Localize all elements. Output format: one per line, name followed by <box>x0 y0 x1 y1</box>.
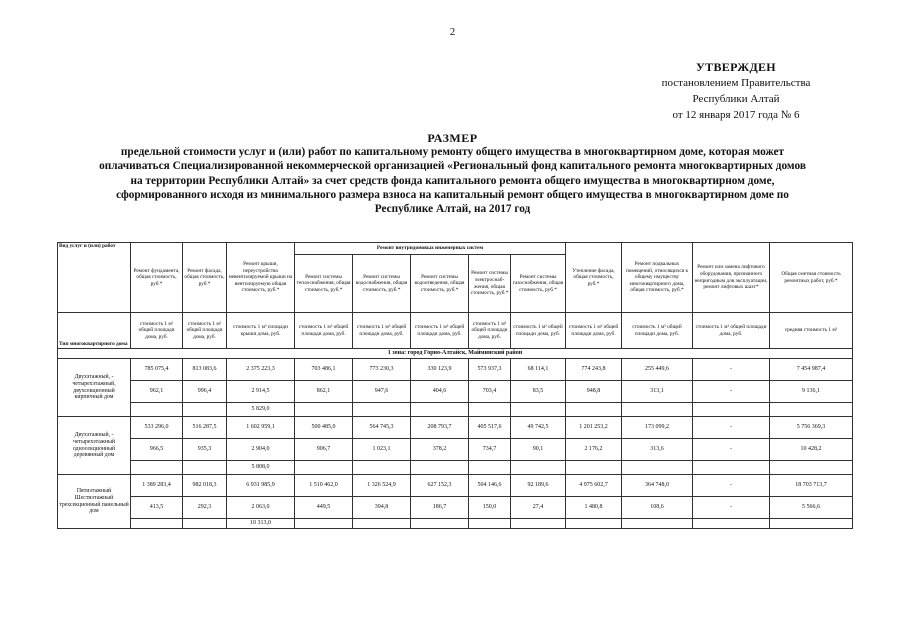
unit-header: стоимость 1 м² общей площади дома, руб. <box>183 313 227 349</box>
house-type-cell: Двухэтажный, - четырехэтажный односекционный деревянный дом <box>58 417 131 475</box>
total-cost-cell: 813 083,6 <box>183 359 227 381</box>
empty-cell <box>353 403 411 417</box>
table-row <box>58 497 853 519</box>
roof-cost-cell: 5 808,0 <box>227 461 295 475</box>
header-col: Ремонт системы газоснабжения, общая стоимость, руб.* <box>511 255 566 313</box>
total-cost-cell: 18 703 713,7 <box>770 475 853 497</box>
empty-cell <box>770 461 853 475</box>
table-row <box>58 461 853 475</box>
table-row <box>58 403 853 417</box>
empty-cell <box>131 519 183 529</box>
unit-cost-cell: 404,6 <box>411 381 469 403</box>
title-main: РАЗМЕР <box>427 131 478 145</box>
empty-cell <box>469 403 511 417</box>
unit-cost-cell: 150,0 <box>469 497 511 519</box>
title-line: на территории Республики Алтай» за счет средств фонда капитального ремонта общего имущества в многоквартирном доме, <box>130 174 775 187</box>
unit-cost-cell: 378,2 <box>411 439 469 461</box>
unit-cost-cell: 83,5 <box>511 381 566 403</box>
unit-cost-cell: 9 136,1 <box>770 381 853 403</box>
total-cost-cell: 405 517,6 <box>469 417 511 439</box>
total-cost-cell: 564 745,3 <box>353 417 411 439</box>
unit-header: стоимость 1 м² площади крыши дома, руб. <box>227 313 295 349</box>
unit-cost-cell: 1 023,1 <box>353 439 411 461</box>
unit-cost-cell: 935,3 <box>183 439 227 461</box>
unit-cost-cell: 10 428,2 <box>770 439 853 461</box>
total-cost-cell: 255 449,6 <box>622 359 693 381</box>
unit-cost-cell: 186,7 <box>411 497 469 519</box>
total-cost-cell: 627 152,3 <box>411 475 469 497</box>
empty-cell <box>295 461 353 475</box>
approval-line: Республики Алтай <box>692 93 780 105</box>
total-cost-cell: 500 485,0 <box>295 417 353 439</box>
total-cost-cell: 1 326 524,9 <box>353 475 411 497</box>
table-row <box>58 417 853 439</box>
empty-cell <box>411 403 469 417</box>
empty-cell <box>183 461 227 475</box>
total-cost-cell: - <box>693 475 770 497</box>
total-cost-cell: 785 075,4 <box>131 359 183 381</box>
unit-cost-cell: 862,1 <box>295 381 353 403</box>
empty-cell <box>353 461 411 475</box>
empty-cell <box>622 461 693 475</box>
unit-cost-cell: 1 480,8 <box>566 497 622 519</box>
table-row <box>58 359 853 381</box>
empty-cell <box>770 519 853 529</box>
empty-cell <box>469 461 511 475</box>
unit-cost-cell: 966,5 <box>131 439 183 461</box>
header-col: Ремонт крыши, переустройство невентилируемой крыши на вентилируемую общая стоимость, руб.* <box>227 243 295 313</box>
title-line: Республике Алтай, на 2017 год <box>374 203 531 216</box>
unit-cost-cell: - <box>693 439 770 461</box>
empty-cell <box>622 519 693 529</box>
header-col: Ремонт системы водоснабжения, общая стоимость, руб.* <box>353 255 411 313</box>
empty-cell <box>770 403 853 417</box>
unit-header: стоимость 1 м² общей площади дома, руб. <box>622 313 693 349</box>
unit-cost-cell: 108,6 <box>622 497 693 519</box>
approval-heading: УТВЕРЖДЕН <box>696 60 776 74</box>
header-house-type: Тип многоквартирного дома <box>58 313 131 349</box>
roof-cost-cell: 10 313,0 <box>227 519 295 529</box>
total-cost-cell: 504 146,6 <box>469 475 511 497</box>
empty-cell <box>511 461 566 475</box>
total-cost-cell: 773 230,3 <box>353 359 411 381</box>
unit-cost-cell: 449,5 <box>295 497 353 519</box>
header-col: Ремонт фасада, общая стоимость, руб.* <box>183 243 227 313</box>
unit-cost-cell: 734,7 <box>469 439 511 461</box>
unit-cost-cell: - <box>693 381 770 403</box>
unit-cost-cell: 413,5 <box>131 497 183 519</box>
document-title <box>60 131 845 216</box>
total-cost-cell: 982 018,3 <box>183 475 227 497</box>
empty-cell <box>353 519 411 529</box>
empty-cell <box>183 519 227 529</box>
total-cost-cell: 1 602 959,1 <box>227 417 295 439</box>
title-line: сформированного исходя из минимального размера взноса на капитальный ремонт общего имущества в многоквартирном доме по <box>116 188 789 201</box>
unit-cost-cell: 2 904,0 <box>227 439 295 461</box>
unit-cost-cell: 2 914,5 <box>227 381 295 403</box>
total-cost-cell: 1 510 462,0 <box>295 475 353 497</box>
empty-cell <box>566 519 622 529</box>
title-line: предельной стоимости услуг и (или) работ по капитальному ремонту общего имущества в многоквартирном доме, которая может <box>120 146 785 159</box>
empty-cell <box>511 403 566 417</box>
empty-cell <box>295 519 353 529</box>
unit-cost-cell: 313,6 <box>622 439 693 461</box>
empty-cell <box>131 461 183 475</box>
total-cost-cell: 774 243,8 <box>566 359 622 381</box>
total-cost-cell: 6 931 985,9 <box>227 475 295 497</box>
header-col: Ремонт системы водоотведения, общая стоимость, руб.* <box>411 255 469 313</box>
unit-cost-cell: 313,1 <box>622 381 693 403</box>
empty-cell <box>566 403 622 417</box>
header-service: Вид услуг и (или) работ <box>58 243 131 313</box>
unit-header: стоимость 1 м² общей площади дома, руб. <box>353 313 411 349</box>
unit-cost-cell: 947,6 <box>353 381 411 403</box>
unit-header: стоимость 1 м² общей площади дома, руб. <box>469 313 511 349</box>
unit-header: стоимость 1 м² общей площади дома, руб. <box>131 313 183 349</box>
total-cost-cell: 330 123,9 <box>411 359 469 381</box>
unit-header: стоимость 1 м² общей площади дома, руб. <box>411 313 469 349</box>
total-cost-cell: 533 296,0 <box>131 417 183 439</box>
page-number: 2 <box>449 26 456 38</box>
empty-cell <box>295 403 353 417</box>
cost-table <box>57 242 853 529</box>
approval-block <box>610 59 862 123</box>
empty-cell <box>131 403 183 417</box>
total-cost-cell: 173 099,2 <box>622 417 693 439</box>
unit-cost-cell: 962,1 <box>131 381 183 403</box>
unit-cost-cell: 2 063,0 <box>227 497 295 519</box>
roof-cost-cell: 5 829,0 <box>227 403 295 417</box>
total-cost-cell: 1 389 283,4 <box>131 475 183 497</box>
total-cost-cell: 573 937,3 <box>469 359 511 381</box>
header-col: Общая сметная стоимость ремонтных работ, руб.* <box>770 243 853 313</box>
unit-header: стоимость 1 м² общей площади дома, руб. <box>295 313 353 349</box>
unit-header: стоимость 1 м² общей площади дома, руб. <box>693 313 770 349</box>
total-cost-cell: 92 189,6 <box>511 475 566 497</box>
total-cost-cell: 208 793,7 <box>411 417 469 439</box>
unit-cost-cell: 2 176,2 <box>566 439 622 461</box>
approval-line: постановлением Правительства <box>661 77 811 89</box>
unit-header: стоимость 1 м² общей площади дома, руб. <box>511 313 566 349</box>
total-cost-cell: 68 114,1 <box>511 359 566 381</box>
empty-cell <box>511 519 566 529</box>
total-cost-cell: 2 375 223,3 <box>227 359 295 381</box>
header-col: Ремонт фундамента, общая стоимость, руб.* <box>131 243 183 313</box>
house-type-cell: Пятиэтажный Шестиэтажный трехсекционный панельный дом <box>58 475 131 529</box>
header-col: Утепление фасада, общая стоимость, руб.* <box>566 243 622 313</box>
total-cost-cell: 7 454 987,4 <box>770 359 853 381</box>
total-cost-cell: 4 975 602,7 <box>566 475 622 497</box>
table-row <box>58 439 853 461</box>
unit-cost-cell: - <box>693 497 770 519</box>
empty-cell <box>693 519 770 529</box>
empty-cell <box>622 403 693 417</box>
total-cost-cell: 5 756 369,3 <box>770 417 853 439</box>
total-cost-cell: 703 486,1 <box>295 359 353 381</box>
header-col: Ремонт системы электроснаб-жения, общая стоимость, руб.* <box>469 255 511 313</box>
empty-cell <box>693 461 770 475</box>
total-cost-cell: 49 742,5 <box>511 417 566 439</box>
unit-cost-cell: 948,8 <box>566 381 622 403</box>
total-cost-cell: - <box>693 359 770 381</box>
table-row <box>58 519 853 529</box>
unit-cost-cell: 703,4 <box>469 381 511 403</box>
empty-cell <box>183 403 227 417</box>
unit-cost-cell: 27,4 <box>511 497 566 519</box>
empty-cell <box>693 403 770 417</box>
total-cost-cell: 516 287,5 <box>183 417 227 439</box>
unit-header: средняя стоимость 1 м² <box>770 313 853 349</box>
unit-cost-cell: 90,1 <box>511 439 566 461</box>
header-internal-group: Ремонт внутридомовых инженерных систем <box>295 243 566 255</box>
unit-cost-cell: 394,8 <box>353 497 411 519</box>
approval-line: от 12 января 2017 года № 6 <box>672 109 800 121</box>
total-cost-cell: - <box>693 417 770 439</box>
unit-header: стоимость 1 м² общей площади дома, руб. <box>566 313 622 349</box>
region-row: 1 зона: город Горно-Алтайск, Майминский район <box>58 349 853 359</box>
total-cost-cell: 364 748,0 <box>622 475 693 497</box>
empty-cell <box>469 519 511 529</box>
unit-cost-cell: 292,3 <box>183 497 227 519</box>
empty-cell <box>411 461 469 475</box>
unit-cost-cell: 906,7 <box>295 439 353 461</box>
unit-cost-cell: 996,4 <box>183 381 227 403</box>
header-col: Ремонт подвальных помещений, относящихся к общему имуществу многоквартирного дома, общая стоимость, руб.* <box>622 243 693 313</box>
empty-cell <box>411 519 469 529</box>
table-row <box>58 475 853 497</box>
header-col: Ремонт системы теплоснабжения, общая стоимость, руб.* <box>295 255 353 313</box>
table-row <box>58 381 853 403</box>
unit-cost-cell: 5 566,6 <box>770 497 853 519</box>
header-col: Ремонт или замена лифтового оборудования, признанного непригодным для эксплуатации, ремонт лифтовых шахт* <box>693 243 770 313</box>
empty-cell <box>566 461 622 475</box>
house-type-cell: Двухэтажный, - четырехэтажный, двухсекционный кирпичный дом <box>58 359 131 417</box>
title-line: оплачиваться Специализированной некоммерческой организацией «Региональный фонд капитального ремонта многоквартирных домов <box>99 160 806 173</box>
total-cost-cell: 1 201 253,2 <box>566 417 622 439</box>
